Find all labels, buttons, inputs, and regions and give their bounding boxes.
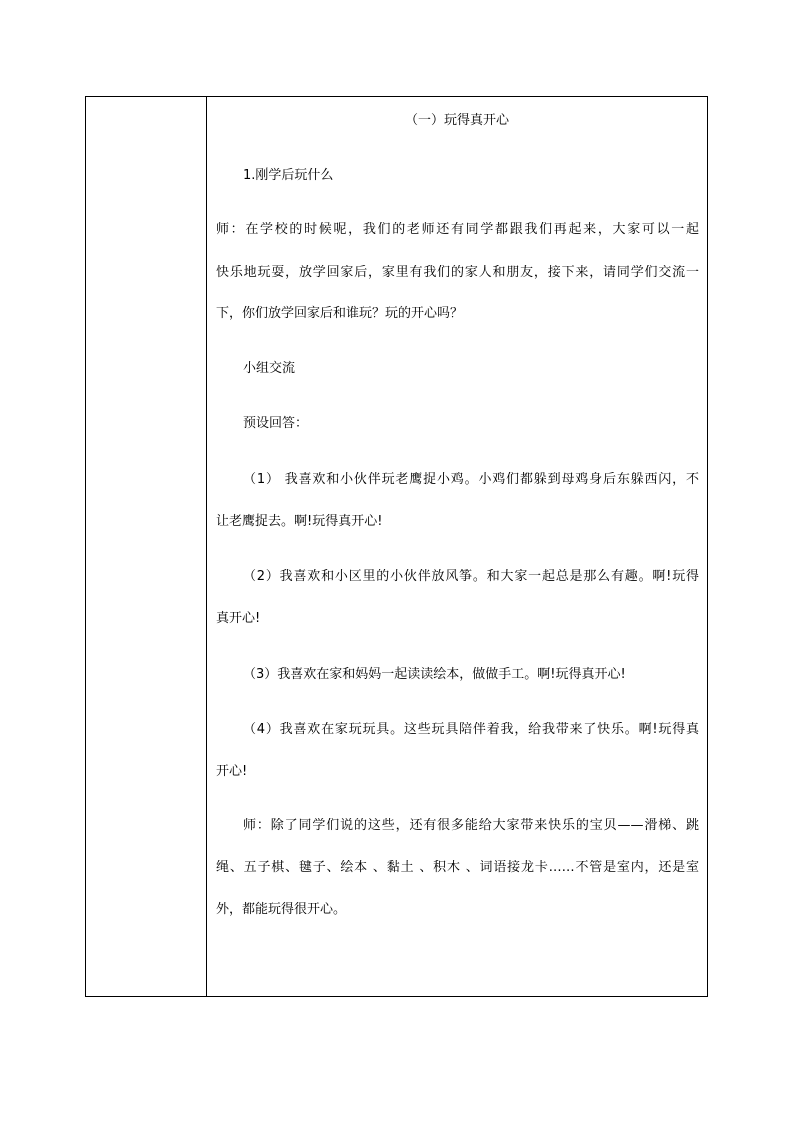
preset-answers-label: 预设回答： [243,416,309,431]
teacher-intro-line-2: 快乐地玩耍，放学回家后，家里有我们的家人和朋友，接下来，请同学们交流一 [216,265,699,280]
teacher-intro-line-3: 下，你们放学回家后和谁玩？玩的开心吗？ [216,306,464,321]
answer-2-line-2: 真开心! [216,611,261,626]
lesson-table [85,96,708,997]
answer-2-line-1: （2）我喜欢和小区里的小伙伴放风筝。和大家一起总是那么有趣。啊!玩得 [243,569,699,584]
answer-1-line-1: （1） 我喜欢和小伙伴玩老鹰捉小鸡。小鸡们都躲到母鸡身后东躲西闪，不 [243,472,699,487]
teacher-conclusion-line-1: 师：除了同学们说的这些，还有很多能给大家带来快乐的宝贝——滑梯、跳 [243,818,699,833]
answer-4-line-1: （4）我喜欢在家玩玩具。这些玩具陪伴着我，给我带来了快乐。啊!玩得真 [243,722,699,737]
teacher-intro-line-1: 师：在学校的时候呢，我们的老师还有同学都跟我们再起来，大家可以一起 [216,222,699,237]
section-title: （一）玩得真开心 [404,113,509,128]
subheading: 1.刚学后玩什么 [243,168,334,183]
answer-3: （3）我喜欢在家和妈妈一起读读绘本，做做手工。啊!玩得真开心! [243,667,626,682]
teacher-conclusion-line-2: 绳、五子棋、毽子、绘本 、黏土 、积木 、词语接龙卡……不管是室内，还是室 [216,860,699,875]
table-content-column [207,97,707,996]
answer-1-line-2: 让老鹰捉去。啊!玩得真开心! [216,514,383,529]
table-left-column [86,97,207,996]
answer-4-line-2: 开心! [216,764,248,779]
teacher-conclusion-line-3: 外，都能玩得很开心。 [216,902,347,917]
group-discussion: 小组交流 [243,361,296,376]
